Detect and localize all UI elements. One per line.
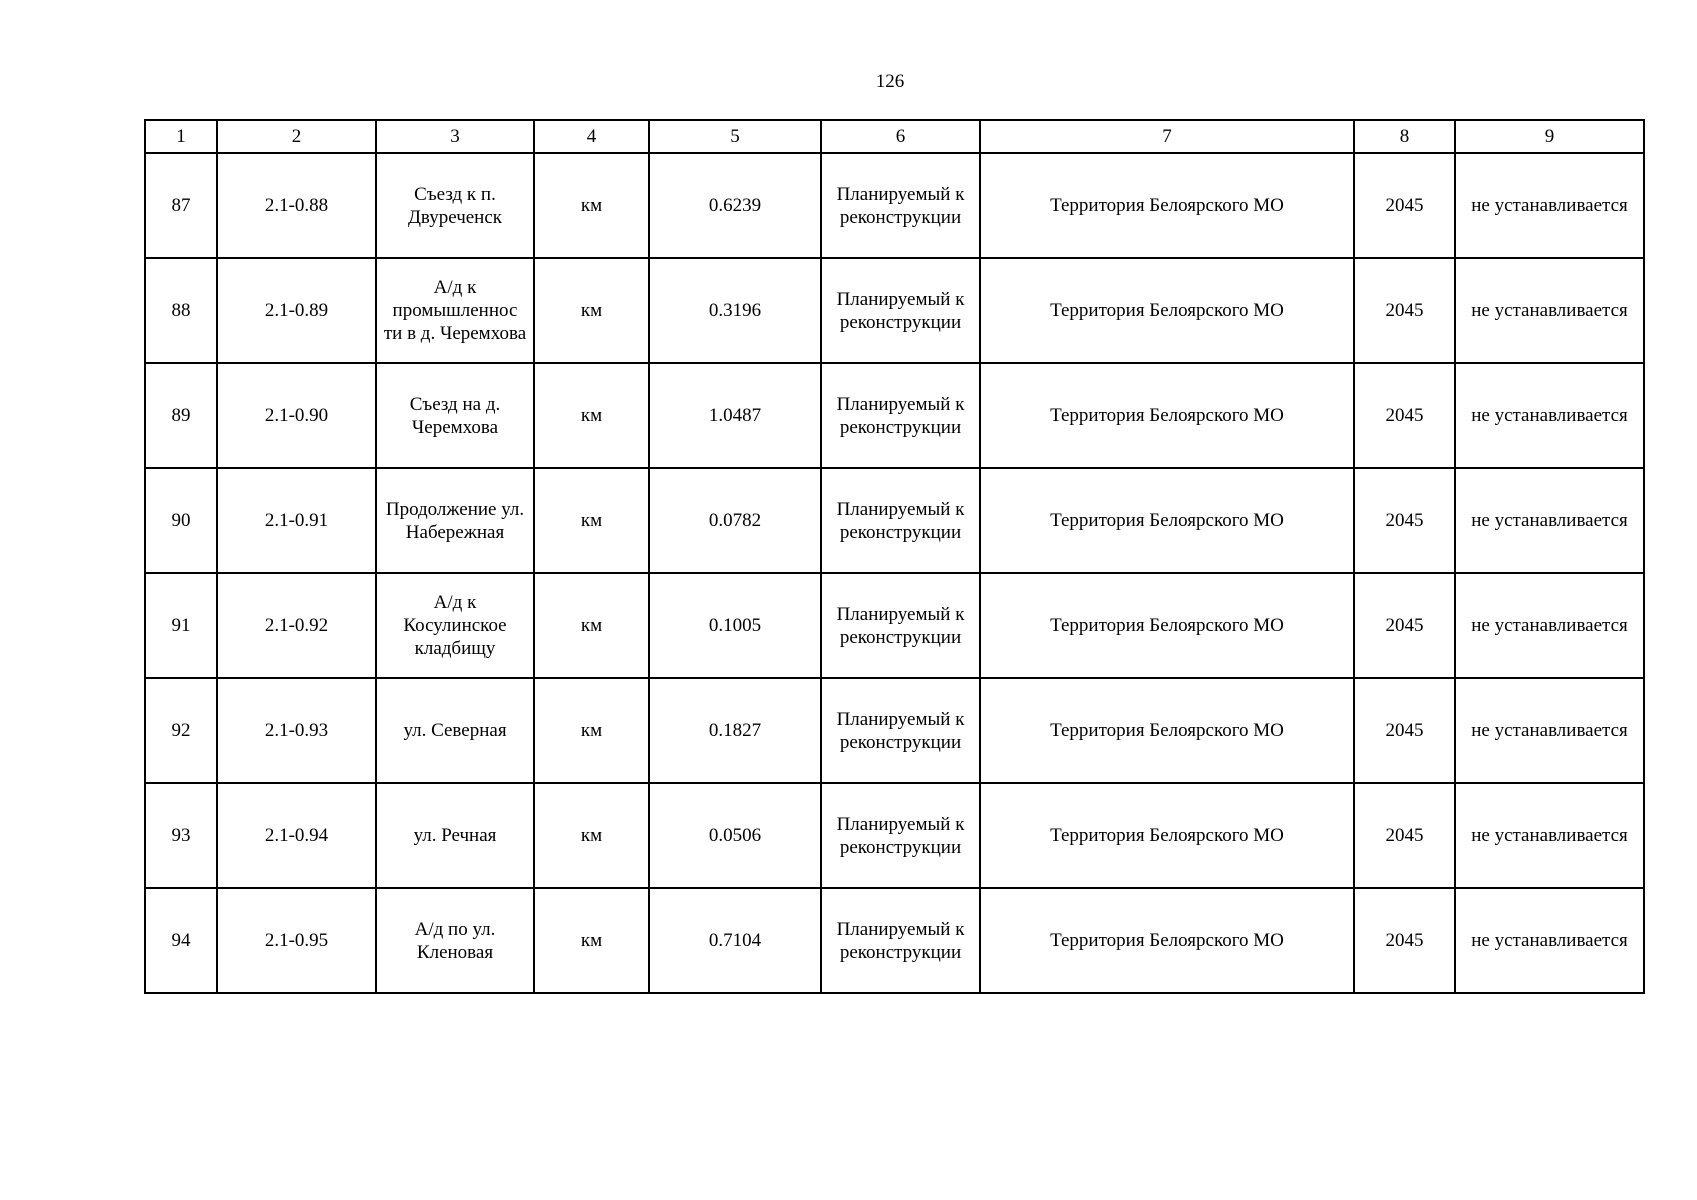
table-cell: 87 <box>145 153 217 258</box>
table-row <box>145 678 1644 783</box>
table-cell: не устанавливается <box>1455 153 1644 258</box>
table-cell: 0.1005 <box>649 573 821 678</box>
table-cell: не устанавливается <box>1455 573 1644 678</box>
table-cell: 2.1-0.92 <box>217 573 376 678</box>
table-cell: 0.0782 <box>649 468 821 573</box>
table-row <box>145 258 1644 363</box>
table-cell: А/д к промышленнос ти в д. Черемхова <box>376 258 534 363</box>
table-cell: 2045 <box>1354 258 1455 363</box>
column-header: 6 <box>821 120 980 153</box>
table-cell: Территория Белоярского МО <box>980 573 1354 678</box>
table-cell: 90 <box>145 468 217 573</box>
table-cell: ул. Речная <box>376 783 534 888</box>
table-row <box>145 573 1644 678</box>
table-cell: 94 <box>145 888 217 993</box>
column-header: 9 <box>1455 120 1644 153</box>
table-cell: км <box>534 888 649 993</box>
table-cell: 91 <box>145 573 217 678</box>
table-cell: А/д к Косулинское кладбищу <box>376 573 534 678</box>
table-cell: не устанавливается <box>1455 888 1644 993</box>
table-cell: 0.1827 <box>649 678 821 783</box>
table-cell: 2.1-0.95 <box>217 888 376 993</box>
table-cell: 88 <box>145 258 217 363</box>
data-table <box>144 119 1645 994</box>
table-cell: Территория Белоярского МО <box>980 153 1354 258</box>
table-cell: 0.3196 <box>649 258 821 363</box>
table-cell: Планируемый к реконструкции <box>821 468 980 573</box>
table-cell: км <box>534 573 649 678</box>
table-cell: 1.0487 <box>649 363 821 468</box>
table-cell: А/д по ул. Кленовая <box>376 888 534 993</box>
table-cell: Территория Белоярского МО <box>980 678 1354 783</box>
table-cell: 2045 <box>1354 153 1455 258</box>
table-cell: Планируемый к реконструкции <box>821 363 980 468</box>
table-cell: Территория Белоярского МО <box>980 258 1354 363</box>
table-cell: 93 <box>145 783 217 888</box>
table-cell: 0.7104 <box>649 888 821 993</box>
table-cell: Планируемый к реконструкции <box>821 888 980 993</box>
table-row <box>145 783 1644 888</box>
table-row <box>145 153 1644 258</box>
table-cell: 2.1-0.88 <box>217 153 376 258</box>
table-cell: не устанавливается <box>1455 783 1644 888</box>
table-cell: Территория Белоярского МО <box>980 783 1354 888</box>
table-cell: км <box>534 363 649 468</box>
table-cell: 89 <box>145 363 217 468</box>
page-number: 126 <box>875 71 905 92</box>
table-cell: Съезд к п. Двуреченск <box>376 153 534 258</box>
table-cell: 2045 <box>1354 888 1455 993</box>
table-cell: Территория Белоярского МО <box>980 468 1354 573</box>
column-header: 5 <box>649 120 821 153</box>
table-cell: 0.6239 <box>649 153 821 258</box>
table-row <box>145 468 1644 573</box>
table-cell: Планируемый к реконструкции <box>821 678 980 783</box>
table-cell: 2045 <box>1354 573 1455 678</box>
table-cell: км <box>534 153 649 258</box>
table-cell: 2.1-0.94 <box>217 783 376 888</box>
table-cell: не устанавливается <box>1455 678 1644 783</box>
table-cell: км <box>534 468 649 573</box>
table-cell: 2.1-0.91 <box>217 468 376 573</box>
table-cell: 2045 <box>1354 783 1455 888</box>
table-cell: Съезд на д. Черемхова <box>376 363 534 468</box>
table-cell: Планируемый к реконструкции <box>821 258 980 363</box>
table-cell: Продолжение ул. Набережная <box>376 468 534 573</box>
table-cell: 2.1-0.93 <box>217 678 376 783</box>
column-header: 8 <box>1354 120 1455 153</box>
table-cell: км <box>534 678 649 783</box>
table-cell: не устанавливается <box>1455 363 1644 468</box>
column-header: 4 <box>534 120 649 153</box>
table-cell: не устанавливается <box>1455 258 1644 363</box>
table-row <box>145 888 1644 993</box>
table-cell: Планируемый к реконструкции <box>821 573 980 678</box>
column-header: 7 <box>980 120 1354 153</box>
table-cell: Территория Белоярского МО <box>980 363 1354 468</box>
table-header-row <box>145 120 1644 153</box>
table-cell: 0.0506 <box>649 783 821 888</box>
table-row <box>145 363 1644 468</box>
table-cell: Планируемый к реконструкции <box>821 153 980 258</box>
column-header: 1 <box>145 120 217 153</box>
table-cell: км <box>534 258 649 363</box>
table-cell: 2045 <box>1354 468 1455 573</box>
column-header: 2 <box>217 120 376 153</box>
table-cell: не устанавливается <box>1455 468 1644 573</box>
table-cell: Территория Белоярского МО <box>980 888 1354 993</box>
table-cell: ул. Северная <box>376 678 534 783</box>
table-cell: км <box>534 783 649 888</box>
table-cell: 2045 <box>1354 678 1455 783</box>
table-cell: 2.1-0.89 <box>217 258 376 363</box>
column-header: 3 <box>376 120 534 153</box>
table-cell: 2.1-0.90 <box>217 363 376 468</box>
table-cell: 92 <box>145 678 217 783</box>
table-cell: 2045 <box>1354 363 1455 468</box>
table-cell: Планируемый к реконструкции <box>821 783 980 888</box>
